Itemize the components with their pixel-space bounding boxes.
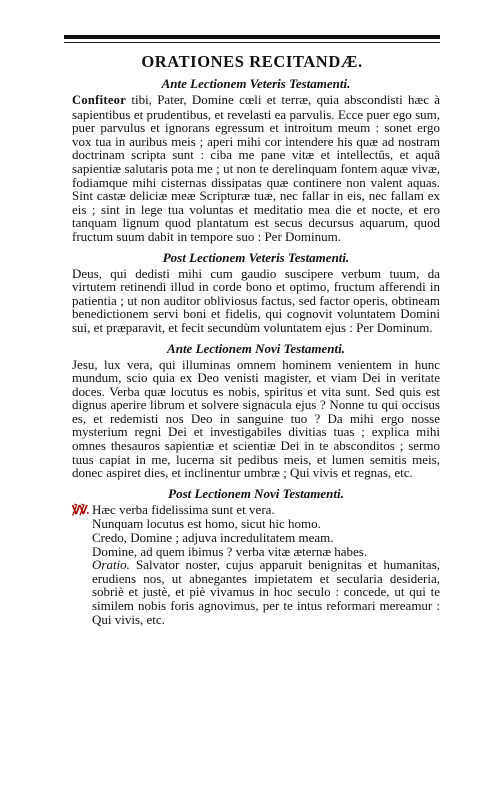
prayer-ante-vt xyxy=(72,93,440,244)
prayer-text: , lux vera, qui illuminas omnem hominem venientem in hunc mundum, scio quia ex Deo venisti magister, et viam Dei in veritate doces. Verba quæ locutus es nobis, spiritus et vita sunt. Sed quis est dignus aperire librum et solvere signacula ejus ? Nonne tu qui occisus es, et redemisti nos Deo in sanguine tuo ? Da mihi ergo nosse mysterium regni Dei et investigabiles divitias tuas ; explica mihi omnes thesauros sapientiæ et scientiæ Dei in te absconditos ; sermo tuus capiat in me, lucerna sit pedibus meis, et lumen semitis meis, donec aspiret dies, et inclinentur umbræ ; Qui vivis et regnas, etc. xyxy=(72,356,440,481)
initial-word: Jesu xyxy=(72,356,95,372)
versicle-line xyxy=(72,503,440,518)
oratio-text: Salvator noster, cujus apparuit benignitas et humanitas, erudiens nos, ut abnegantes impietatem et secularia desideria, sobriè et justè, et piè vivamus in hoc seculo : concede, ut qui te similem nobis foris agnovimus, per te intus reformari mereamur : Qui vivis, etc. xyxy=(92,557,440,627)
response-line: Credo, Domine ; adjuva incredulitatem meam. xyxy=(92,530,334,546)
rubric-post-nt: Post Lectionem Novi Testamenti. xyxy=(168,485,344,501)
rubric-post-vt: Post Lectionem Veteris Testamenti. xyxy=(162,249,350,265)
rubric-ante-nt: Ante Lectionem Novi Testamenti. xyxy=(167,340,345,356)
versicle-icon: ℣℣. xyxy=(72,502,89,517)
top-rule-thick xyxy=(64,35,440,39)
prayer-text: tibi, Pater, Domine cœli et terræ, quia abscondisti hæc à sapientibus et prudentibus, et revelasti ea parvulis. Ecce puer ego sum, puer parvulus et ignorans egressum et introitum meum : sonet ergo vox tua in auribus meis ; aperi mihi cor intendere his quæ ad nostram doctrinam scripta sunt : ciba me pane vitæ et intellectûs, et aquâ sapientiæ salutaris pota me ; ut non te derelinquam fontem aquæ vivæ, fodiamque mihi cisternas dissipatas quæ continere non valent aquas. Sint castæ deliciæ meæ Scripturæ tuæ, nec fallar in eis, nec fallam ex eis ; sint in lege tua voluntas et meditatio mea die et nocte, et ero tanquam lignum quod plantatum est secus decursus aquarum, quod fructum suum dabit in tempore suo : Per Dominum. xyxy=(72,92,440,244)
content xyxy=(72,74,440,626)
page-title: ORATIONES RECITANDÆ. xyxy=(141,52,363,71)
rubric-ante-vt: Ante Lectionem Veteris Testamenti. xyxy=(161,76,351,91)
response-line: Nunquam locutus est homo, sicut hic homo. xyxy=(92,516,321,532)
top-rule-thin xyxy=(64,42,440,43)
prayer-text: , qui dedisti mihi cum gaudio suscipere verbum tuum, da virtutem retinendi illud in corde bono et optimo, fructum afferendi in patientia ; ut non auditor obliviosus factus, sed factor operis, obtineam benedictionem servi boni et fidelis, qui cognovit voluntatem Domini sui, et præparavit, et fecit secundùm voluntatem ejus : Per Dominum. xyxy=(72,265,440,335)
response-line: Domine, ad quem ibimus ? verba vitæ æternæ habes. xyxy=(92,543,368,559)
initial-word: Confiteor xyxy=(72,93,127,107)
prayer-ante-nt xyxy=(72,358,440,480)
oratio-label: Oratio. xyxy=(92,557,130,573)
prayer-post-vt xyxy=(72,267,440,335)
versicle-text: Hæc verba fidelissima sunt et vera. xyxy=(92,501,275,517)
initial-word: Deus xyxy=(72,265,99,281)
oratio-paragraph xyxy=(72,558,440,626)
